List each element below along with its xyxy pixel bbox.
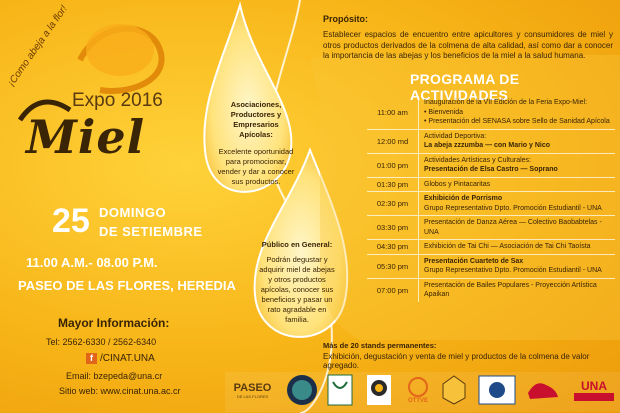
schedule-line: • Bienvenida xyxy=(424,108,464,116)
tagline: ¡Como abeja a la flor! xyxy=(6,3,70,89)
expo-label: Expo 2016 xyxy=(72,90,163,111)
sponsor-logos xyxy=(225,372,620,410)
schedule-line: Presentación Cuarteto de Sax xyxy=(424,257,524,265)
logo-bee-institute-icon xyxy=(365,372,393,408)
schedule-time: 12:00 md xyxy=(367,130,419,153)
schedule-line: Presentación de Elsa Castro — Soprano xyxy=(424,166,558,173)
schedule-row xyxy=(367,177,615,192)
logo-paseo-text: PASEO xyxy=(233,381,272,394)
schedule-row xyxy=(367,96,615,129)
logo-ottve xyxy=(403,372,433,408)
program-schedule xyxy=(367,96,615,302)
schedule-time: 01:30 pm xyxy=(367,178,419,192)
drop-producers-text: Excelente oportunidad para promocionar, vender y dar a conocer sus productos. xyxy=(217,147,295,186)
drop-public-text: Podrán degustar y adquirir miel de abejas y otros productos apícolas, conocer sus beneficios y pasar un rato agradable en familia. xyxy=(259,255,335,324)
event-hours: 11.00 A.M.- 08.00 P.M. xyxy=(26,255,158,270)
schedule-time: 07:00 pm xyxy=(367,279,419,302)
schedule-line: Presentación de Danza Aérea — Colectivo Baobabtelas - UNA xyxy=(424,219,602,236)
logo-ministry-icon xyxy=(325,372,355,408)
drop-public xyxy=(257,240,337,325)
schedule-row xyxy=(367,191,615,215)
schedule-line: Globos y Pintacaritas xyxy=(424,180,491,188)
logo-paseo-flores xyxy=(225,372,280,408)
drop-public-title: Público en General: xyxy=(261,240,333,249)
schedule-description xyxy=(419,192,615,215)
schedule-time: 03:30 pm xyxy=(367,216,419,239)
purpose-title: Propósito: xyxy=(323,14,368,24)
contact-email[interactable]: Email: bzepeda@una.cr xyxy=(66,371,163,381)
logo-faculty-icon xyxy=(477,372,517,408)
contact-title: Mayor Información: xyxy=(58,316,170,330)
logo-una xyxy=(571,372,617,408)
schedule-line: Exhibición de Tai Chi — Asociación de Tai Chi Taoísta xyxy=(424,243,591,250)
schedule-row xyxy=(367,278,615,302)
schedule-time: 05:30 pm xyxy=(367,255,419,278)
schedule-line: Actividades Artísticas y Culturales: xyxy=(424,156,531,164)
schedule-time: 11:00 am xyxy=(367,96,419,129)
schedule-description xyxy=(419,130,615,153)
schedule-description xyxy=(419,255,615,278)
schedule-description xyxy=(419,96,615,129)
schedule-row xyxy=(367,254,615,278)
schedule-line: Inauguración de la VII Edición de la Feria Expo-Miel: xyxy=(424,99,588,106)
schedule-row xyxy=(367,129,615,153)
month-label: DE SETIEMBRE xyxy=(99,224,203,239)
schedule-description xyxy=(419,154,615,177)
logo-una-map-icon xyxy=(523,372,563,408)
logo-una-text: UNA xyxy=(581,379,607,393)
logo-cinat-icon xyxy=(439,372,469,408)
schedule-row xyxy=(367,215,615,239)
program-title: PROGRAMA DE ACTIVIDADES xyxy=(410,71,520,103)
schedule-line: Actividad Deportiva: xyxy=(424,132,487,140)
drop-producers-title: Asociaciones, Productores y Empresarios Apícolas: xyxy=(230,100,282,139)
logo-ottve-text: OTTVE xyxy=(407,398,428,404)
schedule-description xyxy=(419,240,615,254)
schedule-time: 04:30 pm xyxy=(367,240,419,254)
day-name: DOMINGO xyxy=(99,205,167,220)
schedule-row xyxy=(367,239,615,254)
schedule-row xyxy=(367,153,615,177)
facebook-icon: f xyxy=(86,353,97,364)
stands-text: Exhibición, degustación y venta de miel y productos de la colmena de valor agregado. xyxy=(323,352,590,370)
miel-logo-word: Miel xyxy=(26,110,146,164)
contact-website[interactable]: Sitio web: www.cinat.una.ac.cr xyxy=(59,386,181,396)
day-number: 25 xyxy=(52,202,90,240)
schedule-line: Presentación de Bailes Populares - Proyección Artística Apaikan xyxy=(424,281,597,298)
logo-mundo-abeja-icon xyxy=(285,372,319,408)
logo-una-bar xyxy=(574,393,614,401)
facebook-handle: /CINAT.UNA xyxy=(100,353,155,364)
schedule-time: 02:30 pm xyxy=(367,192,419,215)
schedule-line: La abeja zzzumba — con Mario y Nico xyxy=(424,142,551,149)
schedule-line: Exhibición de Porrismo xyxy=(424,195,503,202)
schedule-line: Grupo Representativo Dpto. Promoción Estudiantil - UNA xyxy=(424,267,602,274)
logo-paseo-sub: DE LAS FLORES xyxy=(236,393,269,399)
schedule-description xyxy=(419,178,615,192)
schedule-description xyxy=(419,279,615,302)
purpose-text: Establecer espacios de encuentro entre apicultores y consumidores de miel y otros productos derivados de la colmena de alta calidad, así como dar a conocer la importancia de las abejas y los beneficios de la miel a la salud humana. xyxy=(323,30,613,60)
facebook-link[interactable] xyxy=(86,353,155,364)
schedule-description xyxy=(419,216,615,239)
contact-phones: Tel: 2562-6330 / 2562-6340 xyxy=(46,337,157,347)
event-place: PASEO DE LAS FLORES, HEREDIA xyxy=(18,278,236,293)
schedule-line: Grupo Representativo Dpto. Promoción Estudiantil - UNA xyxy=(424,204,602,212)
schedule-line: • Presentación del SENASA sobre Sello de Sanidad Apícola xyxy=(424,118,610,125)
drop-producers xyxy=(216,100,296,187)
schedule-time: 01:00 pm xyxy=(367,154,419,177)
stands-title: Más de 20 stands permanentes: xyxy=(323,341,437,350)
